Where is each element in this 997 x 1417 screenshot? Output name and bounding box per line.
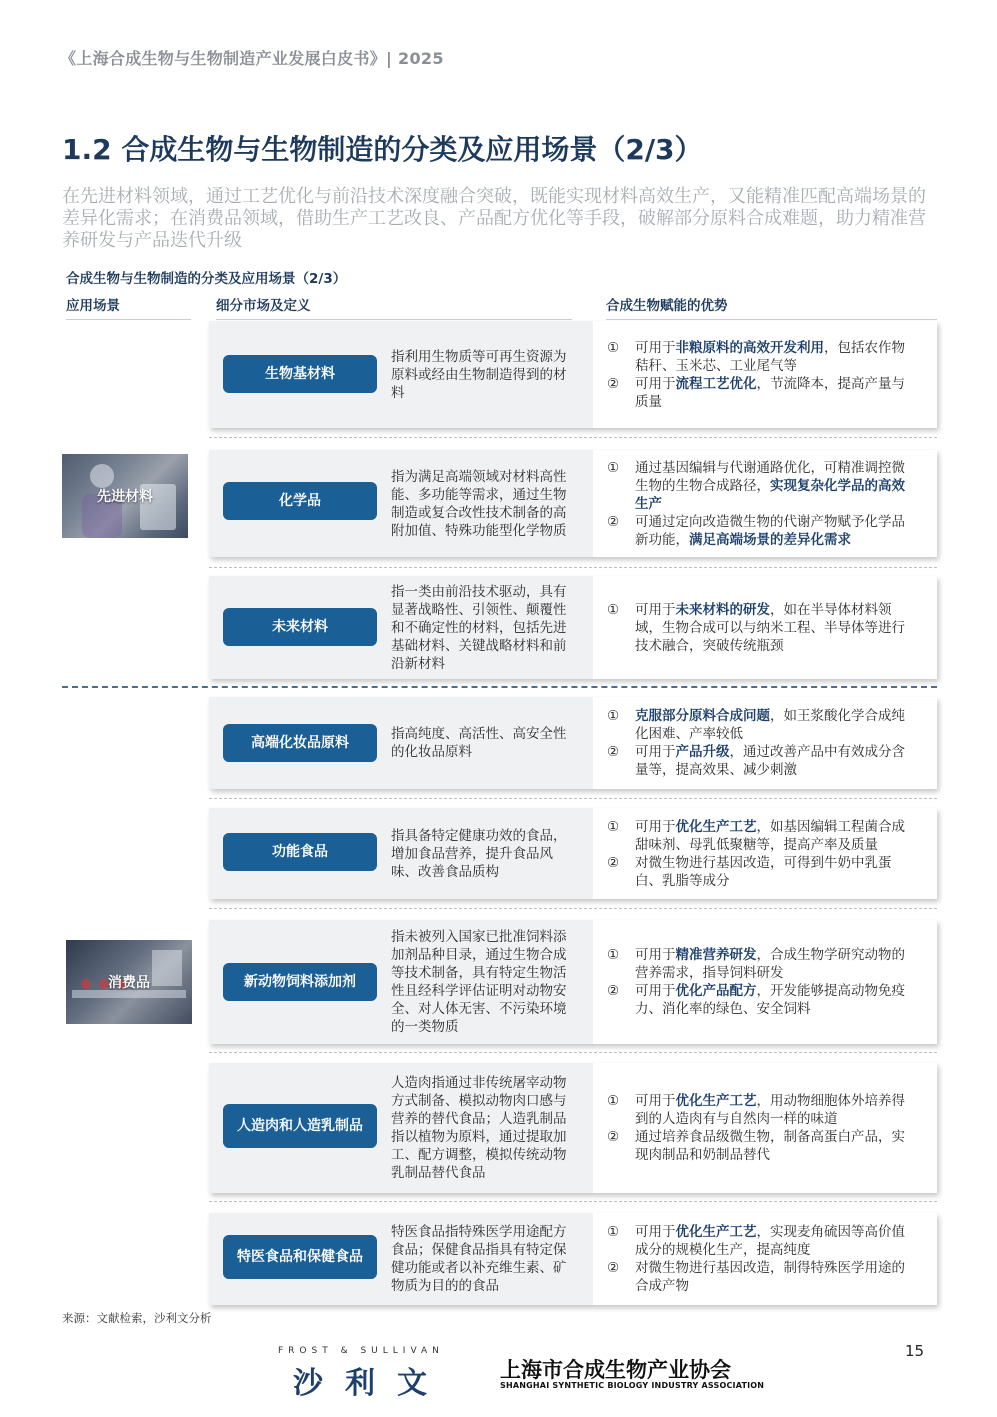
advantage-text-part: ，如王浆酸化学合成纯化困难、产率较低 [635,708,905,742]
advantage-text-part: ，包括农作物秸秆、玉米芯、工业尾气等 [635,339,905,374]
source-note: 来源：文献检索，沙利文分析 [62,1311,212,1325]
advantage-text-part: 可用于 [635,947,676,963]
advantage-item [607,1223,912,1259]
advantage-item [607,339,912,375]
advantage-text-part: 可用于 [635,375,676,392]
advantage-number: ① [607,1093,620,1109]
advantage-highlight: 优化生产工艺 [675,1093,757,1109]
advantage-item [607,375,912,411]
advantage-text-part: 可用于 [635,339,676,356]
definition-cell [391,808,569,899]
section-intro: 在先进材料领域，通过工艺优化与前沿技术深度融合突破，既能实现材料高效生产，又能精准匹配高端场景的差异化需求；在消费品领域，借助生产工艺改良、产品配方优化等手段，破解部分原料合成难题，助力精准营养研发与产品迭代升级 [62,186,926,251]
association-name: 上海市合成生物产业协会 [500,1358,731,1382]
advantage-number: ② [607,1129,620,1145]
advantage-item [607,707,912,743]
advantage-text [635,707,912,743]
page-number: 15 [905,1342,925,1360]
advantage-text-part: 通过培养食品级微生物，制备高蛋白产品，实现肉制品和奶制品替代 [635,1129,905,1163]
row-divider [209,1052,937,1053]
advantage-number: ② [607,375,620,392]
column-header-scene: 应用场景 [66,294,191,320]
advantage-highlight: 产品升级 [675,744,730,760]
advantage-highlight: 优化产品配方 [675,983,757,999]
row-divider [209,437,937,438]
scene-image-advanced-materials [62,454,188,538]
table-row [209,321,937,428]
market-label: 功能食品 [223,833,377,871]
market-label: 新动物饲料添加剂 [223,963,377,1001]
definition-cell [391,920,569,1044]
definition-cell [391,1063,569,1193]
advantage-text [635,1092,912,1128]
advantages-list [607,576,912,679]
advantage-number: ① [607,947,620,963]
advantage-number: ② [607,1260,620,1276]
advantage-text-part: ，合成生物学研究动物的营养需求，指导饲料研发 [635,947,905,981]
advantage-highlight: 实现复杂化学品的高效生产 [635,477,905,512]
row-divider [209,567,937,568]
market-definition: 特医食品指特殊医学用途配方食品；保健食品指具有特定保健功能或者以补充维生素、矿物质为目的的食品 [391,1224,567,1294]
scene-label-consumer-goods: 消费品 [108,975,150,991]
advantages-list [607,1063,912,1193]
category-divider [62,686,937,688]
advantage-item [607,1092,912,1128]
advantage-text [635,601,912,655]
row-divider [209,1201,937,1202]
market-label: 化学品 [223,482,377,520]
definition-cell [391,576,569,679]
advantage-text-part: 对微生物进行基因改造，可得到牛奶中乳蛋白、乳脂等成分 [635,854,892,889]
market-label: 生物基材料 [223,355,377,393]
scene-image-consumer-goods [66,940,192,1024]
advantage-text [635,946,912,982]
table-row [209,576,937,679]
market-label: 未来材料 [223,608,377,646]
definition-cell [391,1213,569,1305]
advantage-text-part: ，实现麦角硫因等高价值成分的规模化生产，提高纯度 [635,1224,905,1258]
advantage-text-part: ，如在半导体材料领域，生物合成可以与纳米工程、半导体等进行技术融合，突破传统瓶颈 [635,601,905,654]
advantage-text [635,982,912,1018]
advantage-number: ② [607,513,620,530]
frost-sullivan-logo: 沙利文 [293,1366,449,1401]
advantage-text [635,1223,912,1259]
advantage-item [607,854,912,890]
advantage-text-part: ，节流降本，提高产量与质量 [635,375,905,410]
market-definition: 指利用生物质等可再生资源为原料或经由生物制造得到的材料 [391,348,567,401]
advantage-number: ① [607,708,620,724]
market-definition: 指未被列入国家已批准饲料添加剂品种目录，通过生物合成等技术制备，具有特定生物活性且经科学评估证明对动物安全、对人体无害、不污染环境的一类物质 [391,929,567,1035]
table-row [209,808,937,899]
advantage-text-part: ，用动物细胞体外培养得到的人造肉有与自然肉一样的味道 [635,1093,905,1127]
advantages-list [607,697,912,789]
definition-cell [391,697,569,789]
advantage-text-part: 通过基因编辑与代谢通路优化，可精准调控微生物的生物合成路径， [635,459,905,494]
advantage-text-part: 可用于 [635,1093,676,1109]
advantage-text-part: ，通过改善产品中有效成分含量等，提高效果、减少刺激 [635,744,905,778]
advantage-number: ② [607,854,620,871]
advantage-highlight: 满足高端场景的差异化需求 [689,531,851,548]
table-row [209,697,937,789]
table-row [209,1063,937,1193]
market-definition: 指为满足高端领域对材料高性能、多功能等需求，通过生物制造或复合改性技术制备的高附加值、特殊功能型化学物质 [391,468,567,539]
table-row [209,920,937,1044]
advantage-item [607,982,912,1018]
advantages-list [607,920,912,1044]
advantage-highlight: 流程工艺优化 [675,375,757,392]
table-row [209,1213,937,1305]
market-label: 特医食品和保健食品 [223,1235,377,1279]
advantage-text [635,818,912,854]
advantage-text [635,513,912,549]
row-divider [209,798,937,799]
document-header: 《上海合成生物与生物制造产业发展白皮书》| 2025 [60,49,444,68]
advantage-item [607,1259,912,1295]
advantage-highlight: 非粮原料的高效开发利用 [675,339,824,356]
advantage-item [607,1128,912,1164]
market-definition: 指一类由前沿技术驱动，具有显著战略性、引领性、颠覆性和不确定性的材料，包括先进基础材料、关键战略材料和前沿新材料 [391,583,567,672]
advantage-highlight: 优化生产工艺 [675,818,757,835]
advantages-list [607,450,912,557]
column-header-market: 细分市场及定义 [216,294,572,320]
advantage-text-part: 可通过定向改造微生物的代谢产物赋予化学品新功能， [635,513,905,548]
advantage-highlight: 克服部分原料合成问题 [635,708,770,724]
market-definition: 指高纯度、高活性、高安全性的化妆品原料 [391,726,567,760]
scene-label-advanced-materials: 先进材料 [97,489,153,505]
advantage-text [635,743,912,779]
table-caption: 合成生物与生物制造的分类及应用场景（2/3） [66,271,347,287]
table-row [209,450,937,557]
section-title: 1.2 合成生物与生物制造的分类及应用场景（2/3） [62,133,703,166]
advantage-number: ① [607,601,620,618]
advantage-number: ① [607,818,620,835]
advantage-number: ① [607,459,620,476]
advantage-item [607,513,912,549]
advantage-text [635,854,912,890]
advantage-text-part: ，开发能够提高动物免疫力、消化率的绿色、安全饲料 [635,983,905,1017]
market-definition: 人造肉指通过非传统屠宰动物方式制备、模拟动物肉口感与营养的替代食品；人造乳制品指以植物为原料，通过提取加工、配方调整，模拟传统动物乳制品替代食品 [391,1075,567,1181]
advantages-list [607,808,912,899]
advantage-text-part: 可用于 [635,983,676,999]
definition-cell [391,321,569,428]
market-definition: 指具备特定健康功效的食品，增加食品营养，提升食品风味、改善食品质构 [391,827,567,880]
advantage-number: ② [607,983,620,999]
advantages-list [607,321,912,428]
association-name-en: SHANGHAI SYNTHETIC BIOLOGY INDUSTRY ASSOCIATION [500,1381,765,1390]
frost-sullivan-logo-text: FROST & SULLIVAN [278,1346,444,1356]
definition-cell [391,450,569,557]
advantage-text [635,459,912,513]
advantage-text [635,339,912,375]
market-label: 人造肉和人造乳制品 [223,1104,377,1148]
advantage-text [635,1128,912,1164]
advantage-text-part: ，如基因编辑工程菌合成甜味剂、母乳低聚糖等，提高产率及质量 [635,818,905,853]
advantage-item [607,946,912,982]
advantage-text-part: 可用于 [635,744,676,760]
advantage-item [607,818,912,854]
market-label: 高端化妆品原料 [223,724,377,762]
column-header-advantages: 合成生物赋能的优势 [606,294,937,320]
advantage-text-part: 可用于 [635,1224,676,1240]
advantage-item [607,601,912,655]
advantage-number: ① [607,1224,620,1240]
advantage-item [607,743,912,779]
advantage-text-part: 可用于 [635,818,676,835]
advantage-item [607,459,912,513]
row-divider [209,908,937,909]
advantage-text [635,375,912,411]
advantages-list [607,1213,912,1305]
advantage-text-part: 可用于 [635,601,676,618]
advantage-text-part: 对微生物进行基因改造，制得特殊医学用途的合成产物 [635,1260,905,1294]
advantage-number: ① [607,339,620,356]
advantage-highlight: 精准营养研发 [675,947,757,963]
advantage-highlight: 未来材料的研发 [675,601,770,618]
advantage-highlight: 优化生产工艺 [675,1224,757,1240]
advantage-text [635,1259,912,1295]
advantage-number: ② [607,744,620,760]
